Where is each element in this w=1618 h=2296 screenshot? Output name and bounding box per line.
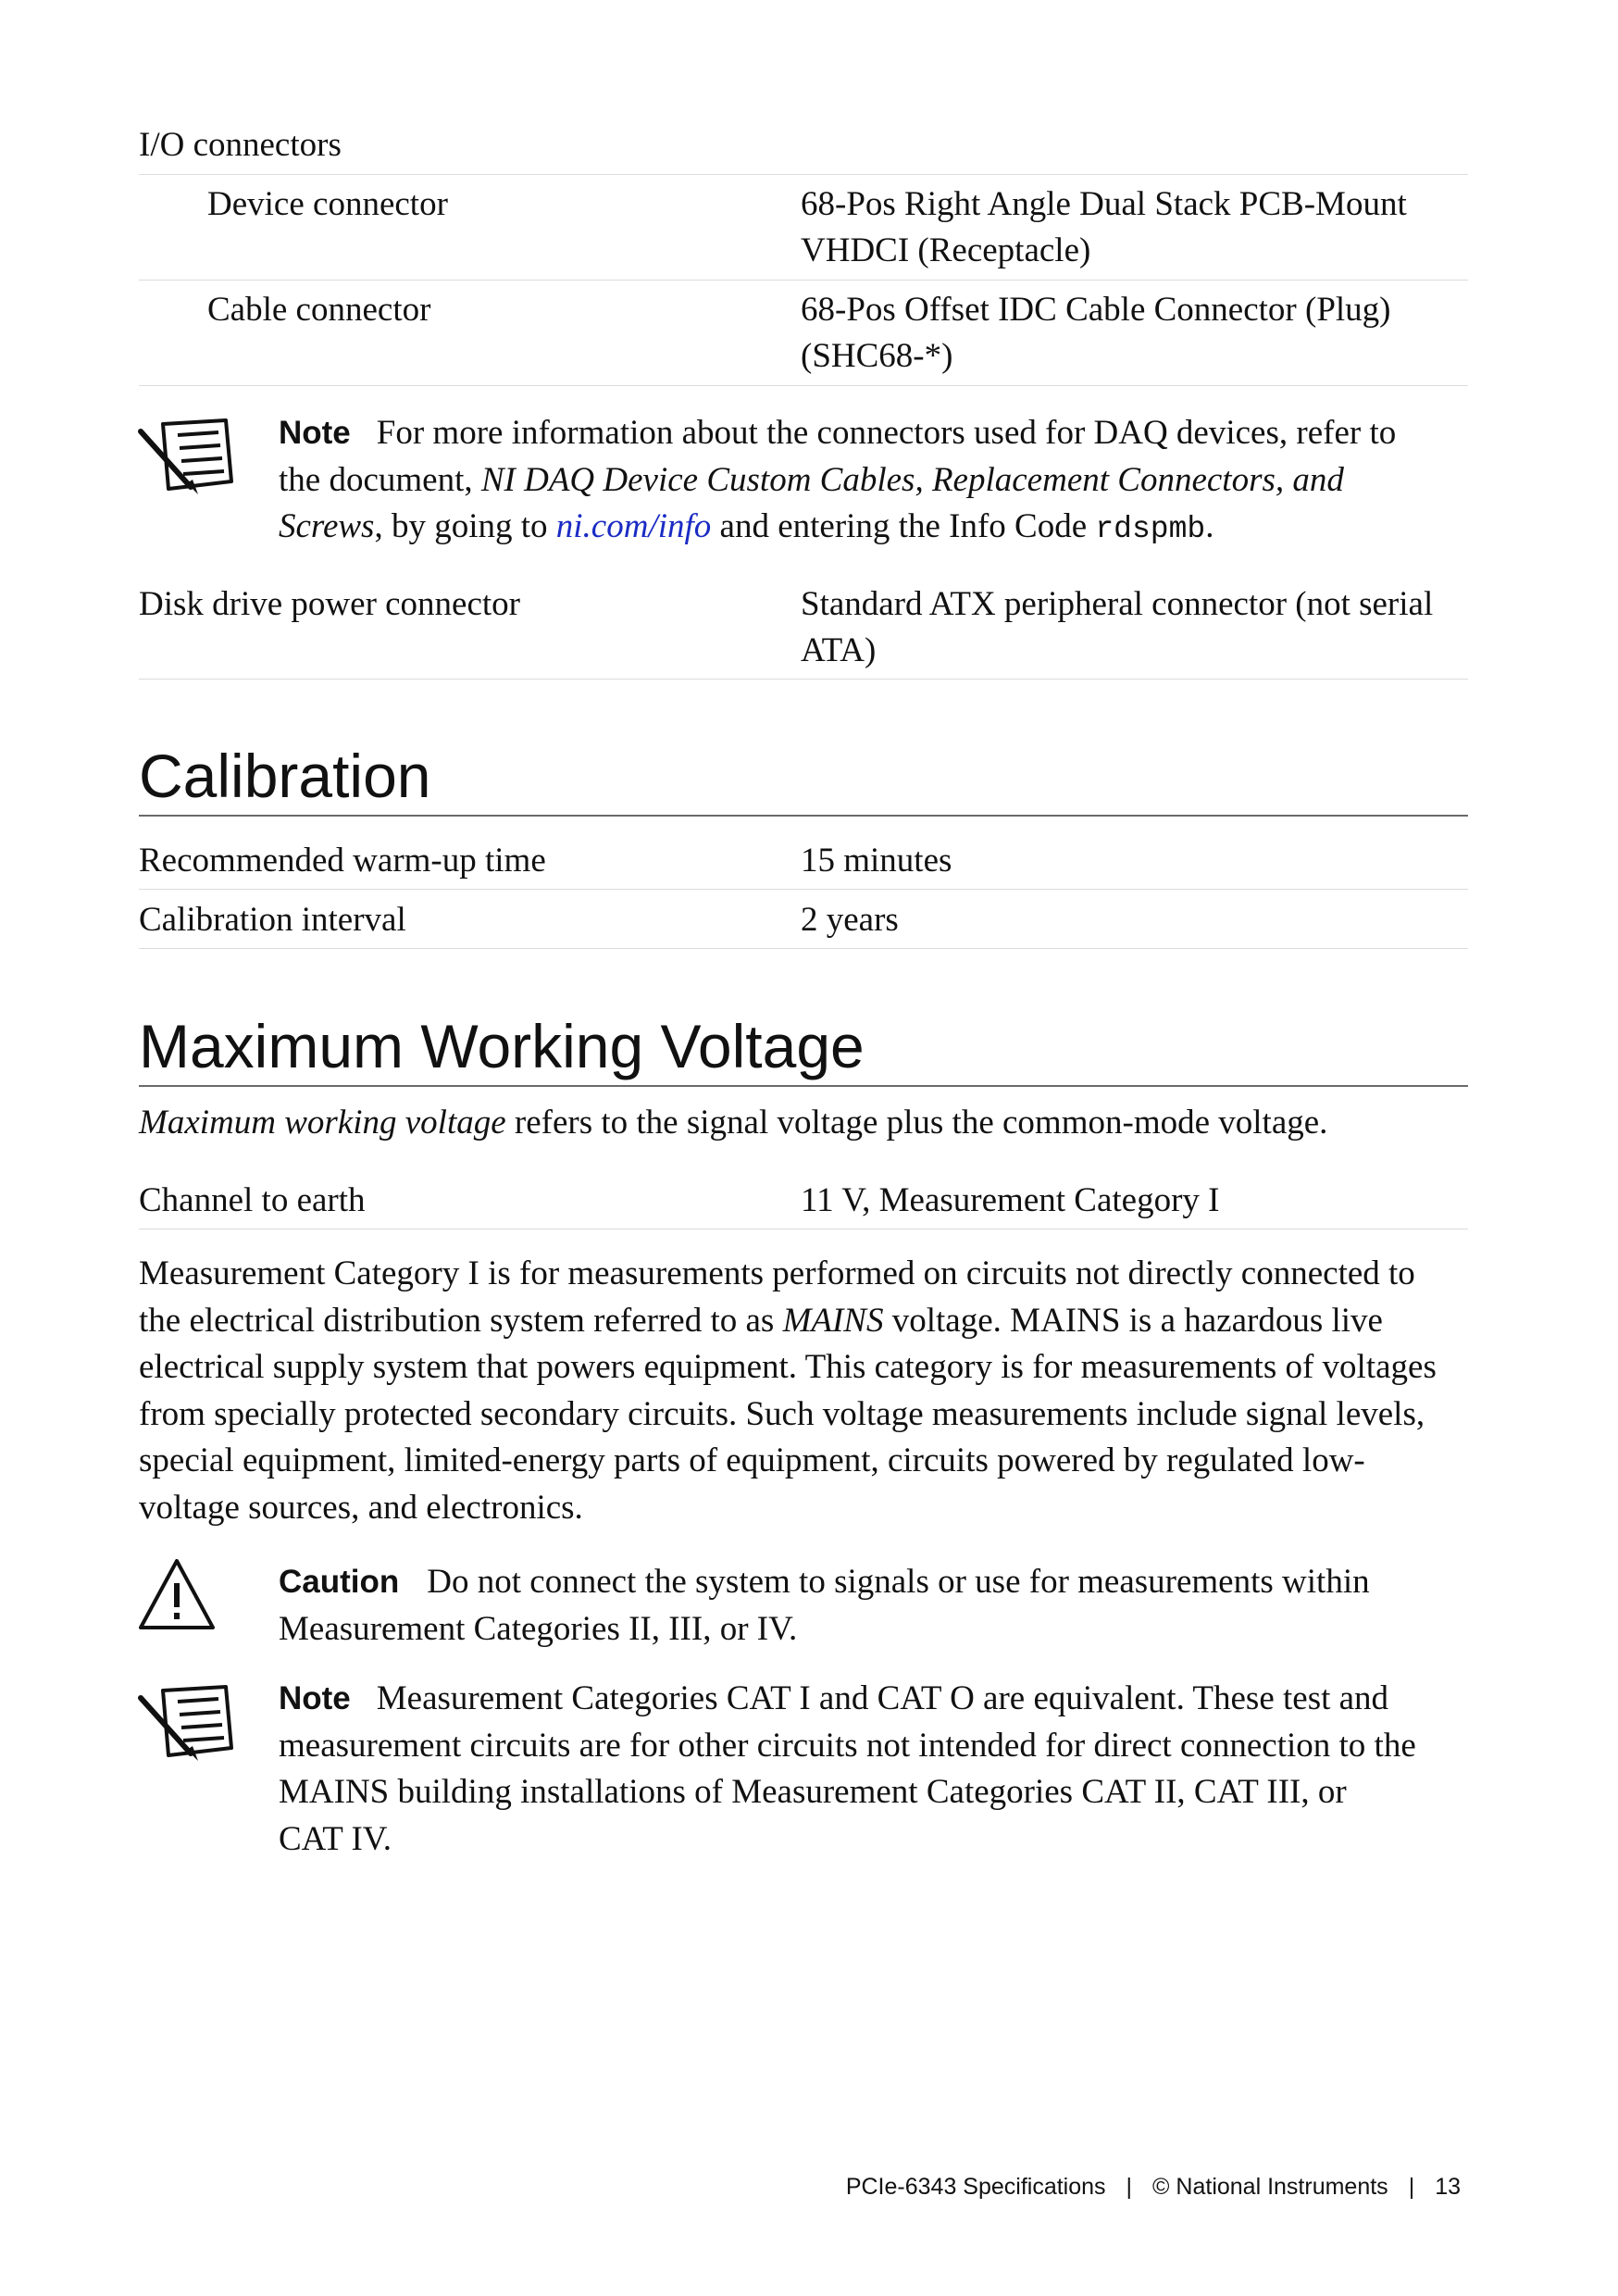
channel-value: 11 V, Measurement Category I [801,1181,1220,1219]
device-connector-value [801,181,1407,274]
row-divider [139,280,1468,281]
disk-drive-value [801,581,1433,674]
cable-connector-value-line: 68-Pos Offset IDC Cable Connector (Plug) [801,291,1391,329]
note-text: and entering the Info Code [711,507,1096,545]
document-title: Screws [279,507,375,545]
row-divider [139,385,1468,386]
document-title: NI DAQ Device Custom Cables, Replacement Connectors, and [480,460,1344,499]
caution-text: Do not connect the system to signals or use for measurements within [427,1563,1370,1601]
paragraph-line: special equipment, limited-energy parts of equipment, circuits powered by regulated low- [139,1441,1365,1479]
note-line [279,457,1473,505]
measurement-category-paragraph [139,1251,1472,1531]
footer-separator: | [1126,2174,1133,2200]
note-icon [137,1679,233,1763]
device-connector-value-line: VHDCI (Receptacle) [801,231,1091,269]
channel-label: Channel to earth [139,1181,366,1219]
note-text: For more information about the connectors used for DAQ devices, refer to [376,414,1397,452]
device-connector-label: Device connector [207,185,448,223]
row-divider [139,174,1468,175]
caution-block [279,1559,1473,1653]
interval-value: 2 years [801,901,899,939]
note-line [279,1676,1473,1723]
mwv-intro-text: refers to the signal voltage plus the common-mode voltage. [505,1104,1328,1142]
footer-separator: | [1408,2174,1415,2200]
interval-label: Calibration interval [139,901,406,939]
paragraph-line [139,1298,1472,1345]
row-divider [139,679,1468,680]
note-icon [137,413,233,496]
paragraph-text: voltage. MAINS is a hazardous live [883,1301,1383,1340]
caution-label: Caution [279,1564,400,1600]
max-working-voltage-heading: Maximum Working Voltage [139,1012,865,1080]
page-number: 13 [1435,2174,1461,2200]
heading-rule [139,815,1468,817]
paragraph-line: Measurement Category I is for measurements performed on circuits not directly connected to [139,1254,1415,1292]
note-line: measurement circuits are for other circuits not intended for direct connection to the [279,1726,1416,1765]
paragraph-line: from specially protected secondary circuits. Such voltage measurements include signal levels, [139,1394,1425,1433]
note-text: the document, [279,460,481,499]
disk-drive-label: Disk drive power connector [139,585,521,623]
caution-icon [137,1557,217,1633]
disk-drive-value-line: ATA) [801,631,877,669]
row-divider [139,889,1468,890]
note-line: CAT IV. [279,1819,392,1858]
note-block [279,1676,1473,1863]
calibration-heading: Calibration [139,742,431,810]
cable-connector-label: Cable connector [207,291,431,329]
ni-info-link[interactable]: ni.com/info [555,507,712,545]
footer-copyright: © National Instruments [1152,2174,1388,2200]
mwv-intro [139,1100,1327,1146]
warmup-value: 15 minutes [801,842,952,880]
note-label: Note [279,1680,351,1716]
caution-line [279,1559,1473,1606]
paragraph-line: voltage sources, and electronics. [139,1488,583,1527]
footer-product: PCIe-6343 Specifications [845,2174,1106,2200]
note-text: . [1205,507,1214,545]
note-text: , by going to [374,507,556,545]
note-text: Measurement Categories CAT I and CAT O are equivalent. These test and [376,1679,1389,1717]
paragraph-line: electrical supply system that powers equipment. This category is for measurements of voltages [139,1348,1437,1386]
mwv-term: Maximum working voltage [139,1104,506,1142]
note-line [279,504,1473,554]
io-connectors-header: I/O connectors [139,126,342,164]
disk-drive-value-line: Standard ATX peripheral connector (not serial [801,585,1434,623]
note-line: MAINS building installations of Measurement Categories CAT II, CAT III, or [279,1773,1347,1811]
cable-connector-value-line: (SHC68-*) [801,337,953,375]
warmup-label: Recommended warm-up time [139,842,546,880]
page-footer [846,2174,1461,2201]
info-code: rdspmb [1095,512,1206,546]
caution-line: Measurement Categories II, III, or IV. [279,1609,798,1648]
mains-term: MAINS [782,1301,884,1340]
note-block [279,410,1473,554]
paragraph-text: the electrical distribution system referred to as [139,1301,783,1340]
note-line [279,410,1473,457]
device-connector-value-line: 68-Pos Right Angle Dual Stack PCB-Mount [801,185,1407,223]
note-label: Note [279,415,351,451]
cable-connector-value [801,287,1391,380]
heading-rule [139,1085,1468,1087]
row-divider [139,948,1468,949]
